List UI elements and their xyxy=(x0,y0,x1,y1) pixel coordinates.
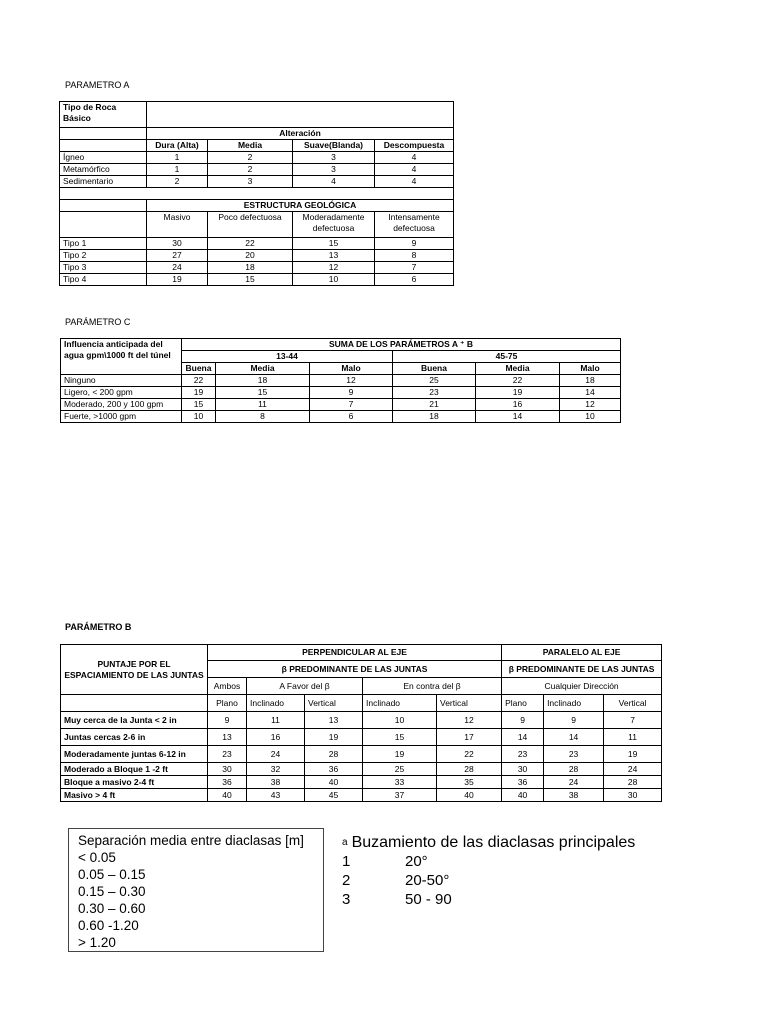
table-row xyxy=(61,776,662,789)
cell-value: 35 xyxy=(437,776,502,789)
table-row xyxy=(61,746,662,763)
separacion-item: < 0.05 xyxy=(78,850,116,865)
ambos-header: Ambos xyxy=(208,678,247,695)
table-row xyxy=(61,399,621,411)
cell-value: 12 xyxy=(560,399,621,411)
empty-row xyxy=(60,188,454,200)
cell-value: 14 xyxy=(544,729,604,746)
cell-value: 11 xyxy=(247,712,305,729)
cell-value: 10 xyxy=(560,411,621,423)
cell-value: 19 xyxy=(604,746,662,763)
cell-value: 9 xyxy=(544,712,604,729)
est-header: Intensamente defectuosa xyxy=(375,212,454,238)
cell-value: 8 xyxy=(216,411,310,423)
cell-value: 6 xyxy=(375,274,454,286)
row-label: Ígneo xyxy=(60,152,147,164)
cell-value: 13 xyxy=(208,729,247,746)
table-row xyxy=(60,250,454,262)
cell-value: 9 xyxy=(502,712,544,729)
cell-value: 2 xyxy=(208,164,293,176)
table-row xyxy=(60,152,454,164)
parametro-c-table xyxy=(60,338,621,423)
row-label: Tipo 1 xyxy=(60,238,147,250)
est-header: Masivo xyxy=(147,212,208,238)
cond-header: Media xyxy=(476,363,560,375)
alt-header: Suave(Blanda) xyxy=(293,140,375,152)
cell-value: 38 xyxy=(544,789,604,802)
sub-header: Vertical xyxy=(604,695,662,712)
cell-value: 14 xyxy=(502,729,544,746)
sub-header: Inclinado xyxy=(363,695,437,712)
cell-value: 3 xyxy=(293,152,375,164)
row-label: Tipo 2 xyxy=(60,250,147,262)
perpendicular-header: PERPENDICULAR AL EJE xyxy=(208,645,502,661)
table-row xyxy=(60,274,454,286)
cell-value: 23 xyxy=(544,746,604,763)
cell-value: 9 xyxy=(310,387,393,399)
row-label: Bloque a masivo 2-4 ft xyxy=(61,776,208,789)
cell-value: 19 xyxy=(182,387,216,399)
row-label: Muy cerca de la Junta < 2 in xyxy=(61,712,208,729)
row-label: Metamórfico xyxy=(60,164,147,176)
cell-value: 27 xyxy=(147,250,208,262)
cell-value: 2 xyxy=(208,152,293,164)
suma-header: SUMA DE LOS PARÁMETROS A ⁺ B xyxy=(182,339,621,351)
buzamiento-row xyxy=(342,890,635,909)
row-label: Ligero, < 200 gpm xyxy=(61,387,182,399)
cell-value: 9 xyxy=(375,238,454,250)
est-header: Poco defectuosa xyxy=(208,212,293,238)
buzamiento-title: Buzamiento de las diaclasas principales xyxy=(351,834,636,851)
cell-value: 2 xyxy=(147,176,208,188)
cell-value: 4 xyxy=(375,152,454,164)
table-row xyxy=(61,763,662,776)
cell-value: 18 xyxy=(208,262,293,274)
cell-value: 19 xyxy=(363,746,437,763)
table-row xyxy=(61,375,621,387)
cell-value: 19 xyxy=(305,729,363,746)
separacion-media-box xyxy=(68,828,324,952)
table-row xyxy=(61,712,662,729)
row-label: Juntas cercas 2-6 in xyxy=(61,729,208,746)
a-favor-header: A Favor del β xyxy=(247,678,363,695)
cell-value: 24 xyxy=(604,763,662,776)
cond-header: Media xyxy=(216,363,310,375)
cell-value: 4 xyxy=(293,176,375,188)
puntaje-header: PUNTAJE POR EL ESPACIAMIENTO DE LAS JUNTAS xyxy=(61,645,208,695)
cell-value: 25 xyxy=(363,763,437,776)
table-row xyxy=(61,729,662,746)
range-header: 45-75 xyxy=(393,351,621,363)
cell-value: 22 xyxy=(208,238,293,250)
cell-value: 10 xyxy=(182,411,216,423)
cell-value: 15 xyxy=(208,274,293,286)
cell-value: 15 xyxy=(216,387,310,399)
alt-header: Dura (Alta) xyxy=(147,140,208,152)
table-row xyxy=(60,262,454,274)
cell-value: 15 xyxy=(293,238,375,250)
cualquier-direccion-header: Cualquier Dirección xyxy=(502,678,662,695)
empty-cell xyxy=(60,140,147,152)
est-header: Moderadamente defectuosa xyxy=(293,212,375,238)
cell-value: 9 xyxy=(208,712,247,729)
cell-value: 24 xyxy=(147,262,208,274)
row-label: Tipo 3 xyxy=(60,262,147,274)
cell-value: 28 xyxy=(544,763,604,776)
sub-header: Vertical xyxy=(305,695,363,712)
cell-value: 7 xyxy=(375,262,454,274)
cell-value: 37 xyxy=(363,789,437,802)
cell-value: 40 xyxy=(502,789,544,802)
empty-cell xyxy=(60,212,147,238)
cell-value: 43 xyxy=(247,789,305,802)
alteracion-header: Alteración xyxy=(147,128,454,140)
cell-value: 17 xyxy=(437,729,502,746)
buzamiento-number: 3 xyxy=(342,891,351,908)
cell-value: 19 xyxy=(476,387,560,399)
sub-header: Vertical xyxy=(437,695,502,712)
cell-value: 3 xyxy=(293,164,375,176)
buzamiento-row xyxy=(342,871,635,890)
beta-predominante-header: β PREDOMINANTE DE LAS JUNTAS xyxy=(208,661,502,678)
cell-value: 23 xyxy=(393,387,476,399)
separacion-item: > 1.20 xyxy=(78,935,116,950)
cell-value: 16 xyxy=(247,729,305,746)
parametro-b-table xyxy=(60,644,662,802)
buzamiento-number: 1 xyxy=(342,853,351,870)
parametro-a-table xyxy=(59,101,454,286)
table-row xyxy=(61,411,621,423)
cell-value: 40 xyxy=(305,776,363,789)
cell-value: 1 xyxy=(147,164,208,176)
cell-value: 11 xyxy=(216,399,310,411)
separacion-item: 0.05 – 0.15 xyxy=(78,867,146,882)
paralelo-header: PARALELO AL EJE xyxy=(502,645,662,661)
cell-value: 36 xyxy=(305,763,363,776)
row-label: Tipo 4 xyxy=(60,274,147,286)
cell-value: 21 xyxy=(393,399,476,411)
cell-value: 11 xyxy=(604,729,662,746)
cell-value: 38 xyxy=(247,776,305,789)
cell-value: 28 xyxy=(305,746,363,763)
cell-value: 32 xyxy=(247,763,305,776)
cell-value: 8 xyxy=(375,250,454,262)
cell-value: 4 xyxy=(375,176,454,188)
cell-value: 7 xyxy=(604,712,662,729)
cell-value: 36 xyxy=(208,776,247,789)
cell-value: 22 xyxy=(437,746,502,763)
table-row xyxy=(61,387,621,399)
footnote-marker: a xyxy=(342,837,348,848)
table-row xyxy=(61,789,662,802)
cell-value: 15 xyxy=(182,399,216,411)
cell-value: 36 xyxy=(502,776,544,789)
cell-value: 22 xyxy=(182,375,216,387)
beta-predominante-header: β PREDOMINANTE DE LAS JUNTAS xyxy=(502,661,662,678)
cell-value: 12 xyxy=(293,262,375,274)
cell-value: 20 xyxy=(208,250,293,262)
empty-cell xyxy=(60,128,147,140)
cell-value: 19 xyxy=(147,274,208,286)
cell-value: 30 xyxy=(147,238,208,250)
separacion-item: 0.30 – 0.60 xyxy=(78,901,146,916)
estructura-header: ESTRUCTURA GEOLÓGICA xyxy=(147,200,454,212)
cell-value: 6 xyxy=(310,411,393,423)
cell-value: 16 xyxy=(476,399,560,411)
cell-value: 13 xyxy=(305,712,363,729)
cell-value: 1 xyxy=(147,152,208,164)
sub-header: Inclinado xyxy=(544,695,604,712)
cell-value: 3 xyxy=(208,176,293,188)
row-label: Moderado, 200 y 100 gpm xyxy=(61,399,182,411)
separacion-item: 0.60 -1.20 xyxy=(78,918,139,933)
cell-value: 10 xyxy=(293,274,375,286)
empty-cell xyxy=(61,695,208,712)
buzamiento-value: 20-50° xyxy=(405,872,450,889)
influencia-header: Influencia anticipada del agua gpm\1000 ft del túnel xyxy=(61,339,182,375)
cell-value: 30 xyxy=(208,763,247,776)
cell-value: 18 xyxy=(393,411,476,423)
sub-header: Inclinado xyxy=(247,695,305,712)
cell-value: 28 xyxy=(604,776,662,789)
cell-value: 4 xyxy=(375,164,454,176)
row-label: Sedimentario xyxy=(60,176,147,188)
cell-value: 23 xyxy=(502,746,544,763)
row-label: Masivo > 4 ft xyxy=(61,789,208,802)
cond-header: Buena xyxy=(393,363,476,375)
cell-value: 24 xyxy=(247,746,305,763)
cell-value: 15 xyxy=(363,729,437,746)
row-label: Fuerte, >1000 gpm xyxy=(61,411,182,423)
empty-cell xyxy=(147,102,454,128)
empty-cell xyxy=(60,200,147,212)
cell-value: 25 xyxy=(393,375,476,387)
separacion-title: Separación media entre diaclasas [m] xyxy=(78,833,304,848)
cell-value: 28 xyxy=(437,763,502,776)
cell-value: 12 xyxy=(437,712,502,729)
cell-value: 24 xyxy=(544,776,604,789)
row-label: Ninguno xyxy=(61,375,182,387)
table-row xyxy=(60,164,454,176)
cell-value: 33 xyxy=(363,776,437,789)
sub-header: Plano xyxy=(208,695,247,712)
en-contra-header: En contra del β xyxy=(363,678,502,695)
range-header: 13-44 xyxy=(182,351,393,363)
cell-value: 40 xyxy=(208,789,247,802)
parametro-a-title: PARAMETRO A xyxy=(65,80,130,90)
row-label: Moderado a Bloque 1 -2 ft xyxy=(61,763,208,776)
sub-header: Plano xyxy=(502,695,544,712)
cell-value: 7 xyxy=(310,399,393,411)
cell-value: 13 xyxy=(293,250,375,262)
cond-header: Buena xyxy=(182,363,216,375)
parametro-c-title: PARÁMETRO C xyxy=(65,317,131,327)
row-label: Moderadamente juntas 6-12 in xyxy=(61,746,208,763)
table-row xyxy=(60,176,454,188)
cell-value: 45 xyxy=(305,789,363,802)
separacion-item: 0.15 – 0.30 xyxy=(78,884,146,899)
buzamiento-value: 20° xyxy=(405,853,428,870)
cell-value: 30 xyxy=(502,763,544,776)
cell-value: 22 xyxy=(476,375,560,387)
cell-value: 12 xyxy=(310,375,393,387)
tipo-roca-header: Tipo de Roca Básico xyxy=(60,102,147,128)
alt-header: Media xyxy=(208,140,293,152)
cond-header: Malo xyxy=(310,363,393,375)
buzamiento-block xyxy=(342,833,635,909)
table-row xyxy=(60,238,454,250)
alt-header: Descompuesta xyxy=(375,140,454,152)
cell-value: 14 xyxy=(476,411,560,423)
cond-header: Malo xyxy=(560,363,621,375)
buzamiento-title-line xyxy=(342,833,635,852)
cell-value: 40 xyxy=(437,789,502,802)
cell-value: 30 xyxy=(604,789,662,802)
cell-value: 18 xyxy=(560,375,621,387)
parametro-b-title: PARÁMETRO B xyxy=(65,622,132,632)
cell-value: 18 xyxy=(216,375,310,387)
buzamiento-number: 2 xyxy=(342,872,351,889)
buzamiento-value: 50 - 90 xyxy=(405,891,452,908)
cell-value: 10 xyxy=(363,712,437,729)
cell-value: 14 xyxy=(560,387,621,399)
cell-value: 23 xyxy=(208,746,247,763)
buzamiento-row xyxy=(342,852,635,871)
